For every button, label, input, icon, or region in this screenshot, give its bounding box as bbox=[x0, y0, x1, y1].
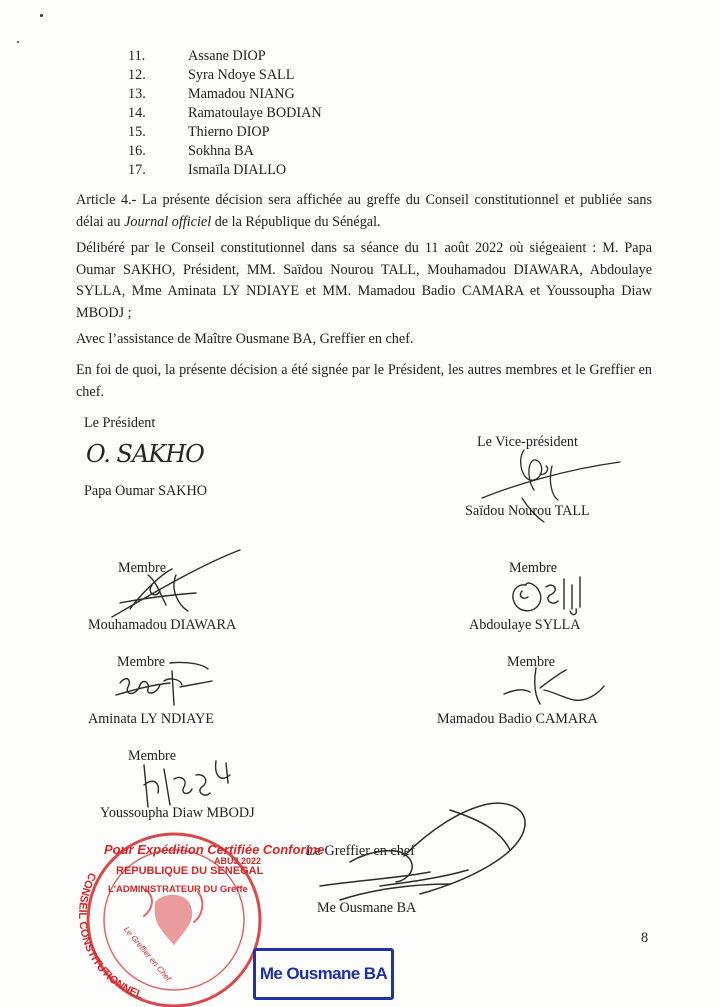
seal-line: REPUBLIQUE DU SENEGAL bbox=[116, 865, 264, 877]
deliberation-paragraph bbox=[76, 238, 652, 324]
diawara-role: Membre bbox=[118, 560, 167, 576]
vice-president-role: Le Vice-président bbox=[477, 434, 578, 450]
en-foi-paragraph bbox=[76, 360, 652, 403]
ly-ndiaye-role: Membre bbox=[117, 654, 166, 670]
camara-name: Mamadou Badio CAMARA bbox=[437, 711, 598, 727]
seal-line: L'ADMINISTRATEUR DU Greffe bbox=[108, 884, 248, 895]
vice-president-name: Saïdou Nourou TALL bbox=[465, 503, 590, 519]
diawara-name: Mouhamadou DIAWARA bbox=[88, 617, 237, 633]
list-name: Ramatoulaye BODIAN bbox=[188, 105, 322, 121]
seal-line: Le Greffier en Chef bbox=[121, 924, 173, 983]
article-4-text: Article 4.- La présente décision sera affichée au greffe du Conseil constitutionnel et publiée sans délai au bbox=[76, 192, 652, 230]
list-name: Mamadou NIANG bbox=[188, 86, 295, 102]
president-signature: O. SAKHO bbox=[86, 440, 204, 468]
scan-speck bbox=[17, 41, 19, 43]
greffier-role: Le Greffier en chef bbox=[306, 843, 415, 859]
list-name: Syra Ndoye SALL bbox=[188, 67, 295, 83]
mbodj-name: Youssoupha Diaw MBODJ bbox=[100, 805, 255, 821]
list-number: 16. bbox=[128, 143, 146, 159]
greffier-name-stamp bbox=[253, 948, 394, 1000]
list-name: Sokhna BA bbox=[188, 143, 254, 159]
article-4-end: de la République du Sénégal. bbox=[211, 213, 381, 230]
president-role: Le Président bbox=[84, 415, 156, 431]
list-name: Assane DIOP bbox=[188, 48, 266, 64]
journal-officiel: Journal officiel bbox=[124, 213, 212, 230]
stamp-text: Me Ousmane BA bbox=[259, 964, 388, 983]
page-number: 8 bbox=[641, 930, 649, 946]
list-number: 13. bbox=[128, 86, 146, 102]
seal-line: ABUJ 2022 bbox=[214, 856, 262, 866]
assistance-text: Avec l’assistance de Maître Ousmane BA, Greffier en chef. bbox=[76, 331, 414, 347]
list-name: Thierno DIOP bbox=[188, 124, 270, 140]
list-number: 14. bbox=[128, 105, 146, 121]
deliberation-text: Délibéré par le Conseil constitutionnel dans sa séance du 11 août 2022 où siégeaient : M. Papa Oumar SAKHO, Président, MM. Saïdou Nourou TALL, Mouhamadou DIAWARA, Abdoulaye SYLLA, Mme Aminata LY NDIAYE et MM. Mamadou Badio CAMARA et Youssoupha Diaw MBODJ ; bbox=[76, 240, 652, 321]
seal-line: CONSEIL CONSTITUTIONNEL bbox=[76, 870, 145, 1002]
seal-line: Pour Expédition Certifiée Conforme bbox=[104, 842, 325, 857]
article-4 bbox=[76, 190, 652, 233]
greffier-name: Me Ousmane BA bbox=[317, 900, 417, 916]
list-name: Ismaïla DIALLO bbox=[188, 162, 287, 178]
assistance-paragraph bbox=[76, 329, 652, 351]
ly-ndiaye-name: Aminata LY NDIAYE bbox=[88, 711, 214, 727]
list-number: 11. bbox=[128, 48, 146, 64]
diawara-signature bbox=[100, 545, 250, 625]
list-number: 17. bbox=[128, 162, 146, 178]
list-number: 12. bbox=[128, 67, 146, 83]
president-name: Papa Oumar SAKHO bbox=[84, 483, 207, 499]
sylla-role: Membre bbox=[509, 560, 558, 576]
list-number: 15. bbox=[128, 124, 146, 140]
en-foi-text: En foi de quoi, la présente décision a été signée par le Président, les autres membres et le Greffier en chef. bbox=[76, 362, 652, 400]
scan-speck bbox=[40, 14, 43, 17]
sylla-name: Abdoulaye SYLLA bbox=[469, 617, 581, 633]
mbodj-role: Membre bbox=[128, 748, 177, 764]
camara-role: Membre bbox=[507, 654, 556, 670]
